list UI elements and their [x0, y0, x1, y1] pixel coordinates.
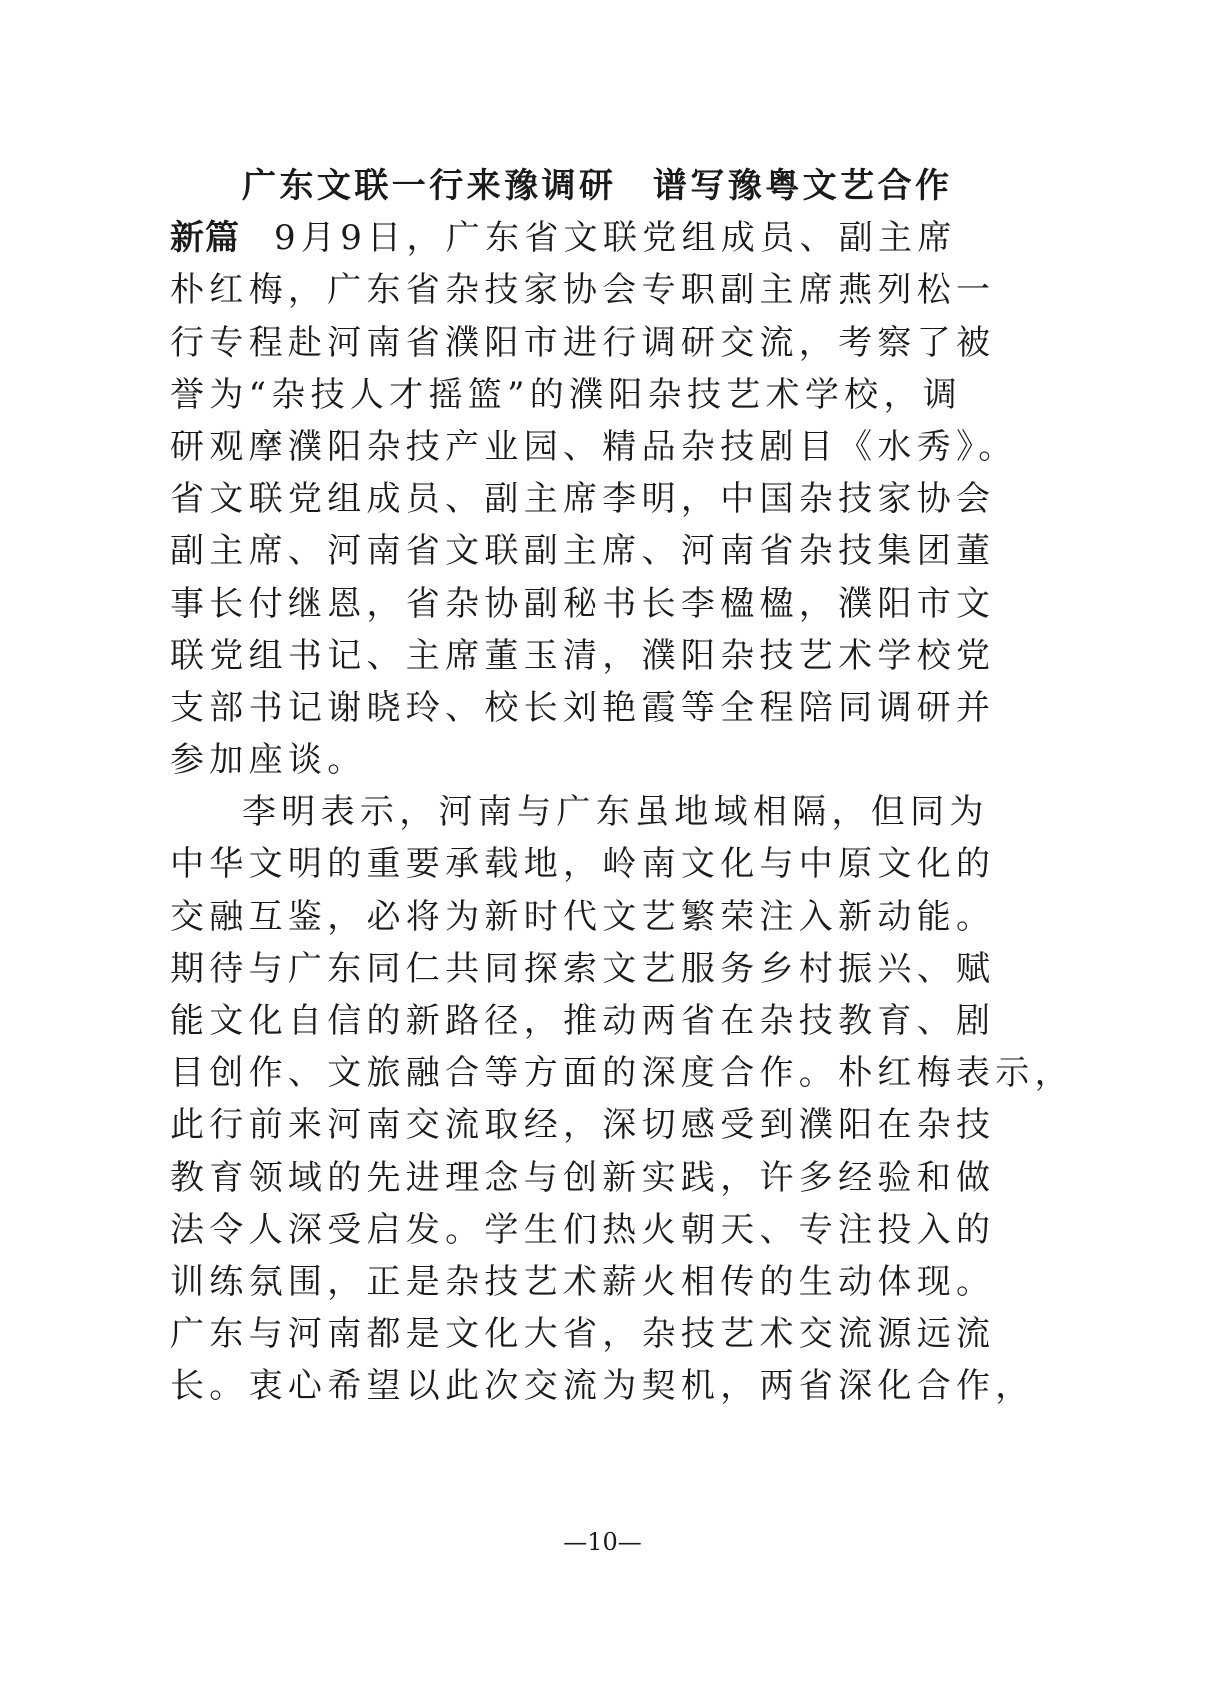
article-line: 目创作、文旅融合等方面的深度合作。朴红梅表示， [170, 1053, 1074, 1094]
article-line: 副主席、河南省文联副主席、河南省杂技集团董 [170, 531, 996, 572]
article-line: 此行前来河南交流取经，深切感受到濮阳在杂技 [170, 1105, 996, 1146]
article-body [170, 160, 1074, 1413]
article-line: 法令人深受启发。学生们热火朝天、专注投入的 [170, 1209, 996, 1250]
article-line: 李明表示，河南与广东虽地域相隔，但同为 [242, 792, 989, 833]
article-line: 誉为“杂技人才摇篮”的濮阳杂技艺术学校，调 [170, 374, 963, 415]
article-headline-end: 新篇 [170, 218, 240, 259]
article-line: 联党组书记、主席董玉清，濮阳杂技艺术学校党 [170, 635, 996, 676]
article-line: 训练氛围，正是杂技艺术薪火相传的生动体现。 [170, 1261, 996, 1302]
article-line: 期待与广东同仁共同探索文艺服务乡村振兴、赋 [170, 948, 996, 989]
article-line: 长。衷心希望以此次交流为契机，两省深化合作， [170, 1366, 1035, 1407]
article-headline-continued: 谱写豫粤文艺合作 [650, 166, 951, 206]
article-line: 能文化自信的新路径，推动两省在杂技教育、剧 [170, 1001, 996, 1041]
paragraph-text: 9月9日，广东省文联党组成员、副主席 [274, 218, 957, 259]
article-line: 参加座谈。 [170, 740, 367, 781]
article-line: 交融互鉴，必将为新时代文艺繁荣注入新动能。 [170, 896, 996, 937]
article-headline: 广东文联一行来豫调研 [242, 166, 617, 206]
article-line: 朴红梅，广东省杂技家协会专职副主席燕列松一 [170, 270, 996, 311]
article-line [170, 212, 957, 264]
page-number: —10— [563, 1528, 642, 1556]
article-line: 事长付继恩，省杂协副秘书长李楹楹，濮阳市文 [170, 583, 996, 624]
article-line: 行专程赴河南省濮阳市进行调研交流，考察了被 [170, 322, 996, 363]
article-line: 支部书记谢晓玲、校长刘艳霞等全程陪同调研并 [170, 687, 996, 728]
article-line [170, 160, 950, 212]
article-line: 省文联党组成员、副主席李明，中国杂技家协会 [170, 479, 996, 520]
article-line: 研观摩濮阳杂技产业园、精品杂技剧目《水秀》。 [170, 426, 1018, 467]
article-line: 广东与河南都是文化大省，杂技艺术交流源远流 [170, 1314, 996, 1355]
article-line: 中华文明的重要承载地，岭南文化与中原文化的 [170, 844, 996, 885]
article-line: 教育领域的先进理念与创新实践，许多经验和做 [170, 1157, 996, 1198]
